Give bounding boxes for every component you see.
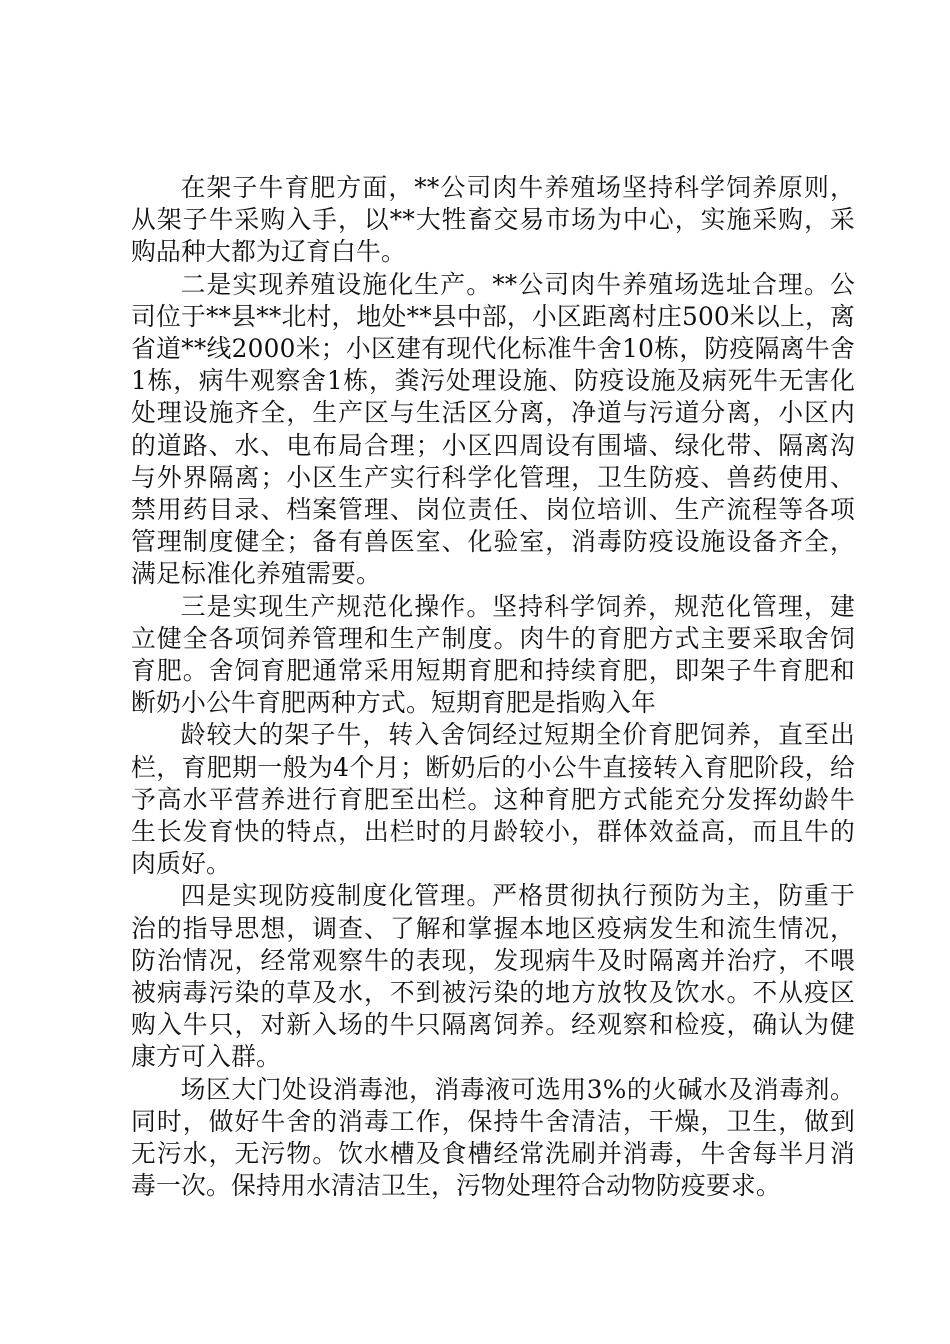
paragraph-disinfection: 场区大门处设消毒池，消毒液可选用3%的火碱水及消毒剂。同时，做好牛舍的消毒工作，保持牛舍清洁，干燥，卫生，做到无污水，无污物。饮水槽及食槽经常洗刷并消毒，牛舍每半月消毒一次。保持用水清洁卫生，污物处理符合动物防疫要求。 (131, 1074, 855, 1201)
paragraph-standardized-operation: 三是实现生产规范化操作。坚持科学饲养，规范化管理，建立健全各项饲养管理和生产制度。肉牛的育肥方式主要采取舍饲育肥。舍饲育肥通常采用短期育肥和持续育肥，即架子牛育肥和断奶小公牛育肥两种方式。短期育肥是指购入年 (131, 591, 855, 718)
paragraph-calf-fattening: 在架子牛育肥方面，**公司肉牛养殖场坚持科学饲养原则，从架子牛采购入手，以**大牲畜交易市场为中心，实施采购，采购品种大都为辽育白牛。 (131, 173, 855, 267)
paragraph-fattening-method: 龄较大的架子牛，转入舍饲经过短期全价育肥饲养，直至出栏，育肥期一般为4个月；断奶后的小公牛直接转入育肥阶段，给予高水平营养进行育肥至出栏。这种育肥方式能充分发挥幼龄牛生长发育快的特点，出栏时的月龄较小，群体效益高，而且牛的肉质好。 (131, 720, 855, 879)
paragraph-epidemic-prevention: 四是实现防疫制度化管理。严格贯彻执行预防为主，防重于治的指导思想，调查、了解和掌握本地区疫病发生和流生情况，防治情况，经常观察牛的表现，发现病牛及时隔离并治疗，不喂被病毒污染的草及水，不到被污染的地方放牧及饮水。不从疫区购入牛只，对新入场的牛只隔离饲养。经观察和检疫，确认为健康方可入群。 (131, 881, 855, 1072)
paragraph-facility-production: 二是实现养殖设施化生产。**公司肉牛养殖场选址合理。公司位于**县**北村，地处**县中部，小区距离村庄500米以上，离省道**线2000米；小区建有现代化标准牛舍10栋，防疫隔离牛舍1栋，病牛观察舍1栋，粪污处理设施、防疫设施及病死牛无害化处理设施齐全，生产区与生活区分离，净道与污道分离，小区内的道路、水、电布局合理；小区四周设有围墙、绿化带、隔离沟与外界隔离；小区生产实行科学化管理，卫生防疫、兽药使用、禁用药目录、档案管理、岗位责任、岗位培训、生产流程等各项管理制度健全；备有兽医室、化验室，消毒防疫设施设备齐全，满足标准化养殖需要。 (131, 269, 855, 589)
document-body (131, 172, 855, 1203)
